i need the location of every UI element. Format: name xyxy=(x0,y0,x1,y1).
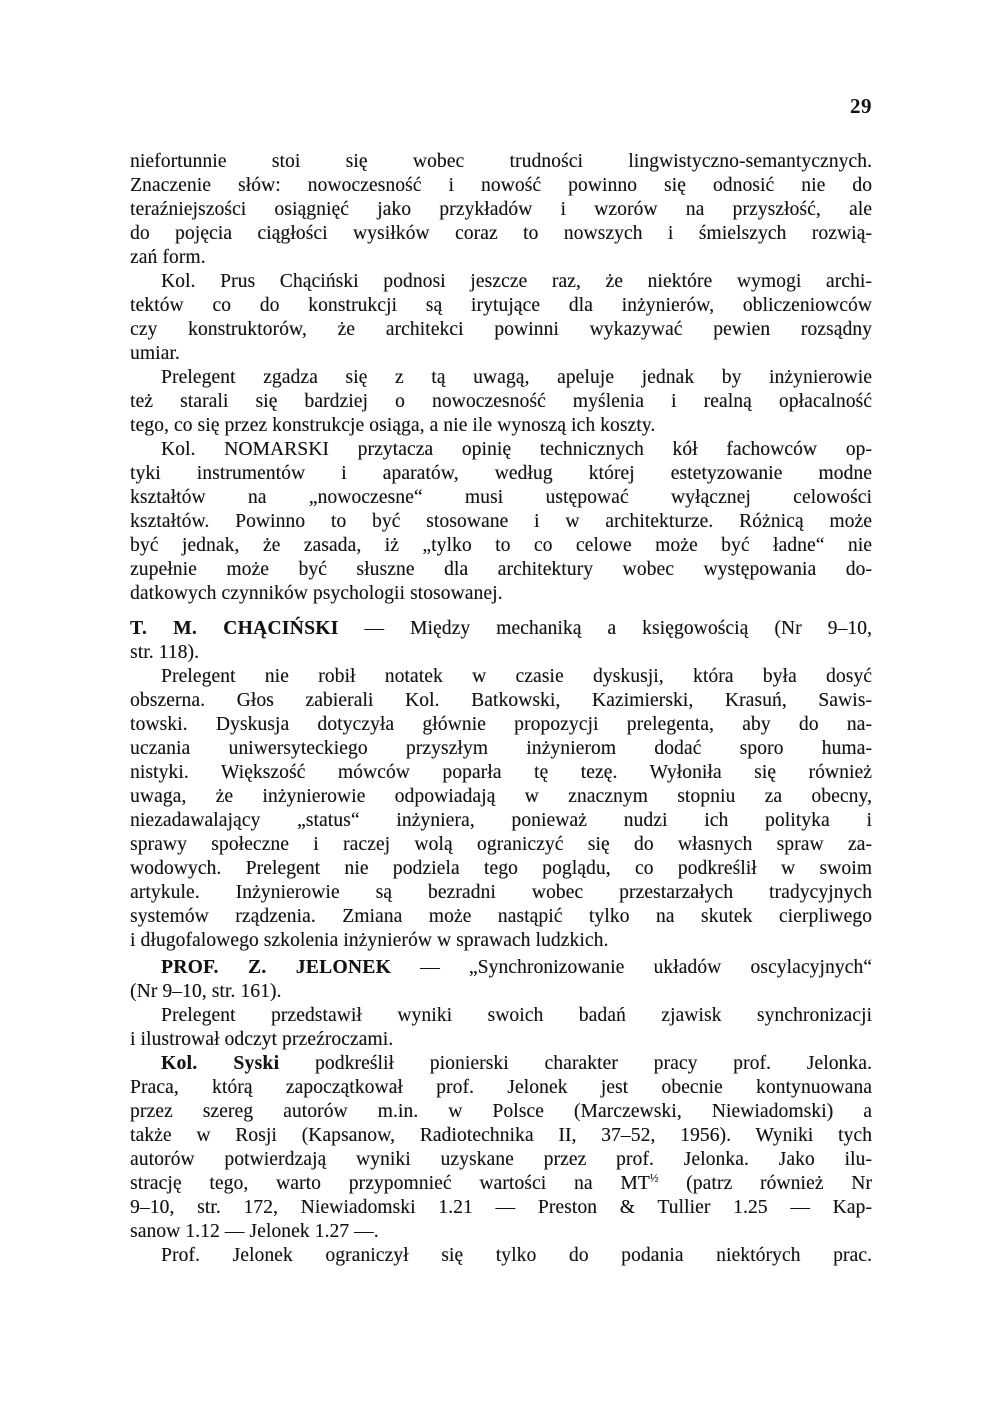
superscript: ½ xyxy=(649,1172,659,1185)
text-line xyxy=(130,1052,872,1076)
paragraph xyxy=(130,1004,872,1052)
text-segment: autorów potwierdzają wyniki uzyskane przez prof. Jelonka. Jako ilu- xyxy=(130,1149,872,1170)
text-segment: teraźniejszości osiągnięć jako przykładów i wzorów na przyszłość, ale xyxy=(130,199,872,220)
text-segment: — „Synchronizowanie układów oscylacyjnych“ xyxy=(391,957,873,978)
text-line xyxy=(130,980,872,1004)
text-segment: niezadawalający „status“ inżyniera, ponieważ nudzi ich polityka i xyxy=(130,810,872,831)
text-segment: — Między mechaniką a księgowością (Nr 9–10, xyxy=(338,618,872,639)
paragraph xyxy=(130,438,872,606)
text-segment: (Nr 9–10, str. 161). xyxy=(130,981,282,1002)
text-segment: czy konstruktorów, że architekci powinni wykazywać pewien rozsądny xyxy=(130,319,872,340)
text-segment: 9–10, str. 172, Niewiadomski 1.21 — Preston & Tullier 1.25 — Kap- xyxy=(130,1197,872,1218)
text-segment: też starali się bardziej o nowoczesność myślenia i realną opłacalność xyxy=(130,391,872,412)
text-segment: Prof. Jelonek ograniczył się tylko do podania niektórych prac. xyxy=(161,1245,872,1266)
text-line xyxy=(130,1196,872,1220)
text-segment: strację tego, warto przypomnieć wartości na MT xyxy=(130,1173,650,1194)
paragraph xyxy=(130,150,872,270)
text-segment: str. 118). xyxy=(130,642,200,663)
text-line xyxy=(130,785,872,809)
text-segment: Prelegent zgadza się z tą uwagą, apeluje jednak by inżynierowie xyxy=(161,367,872,388)
text-segment: być jednak, że zasada, iż „tylko to co celowe może być ładne“ nie xyxy=(130,535,872,556)
text-segment: i ilustrował odczyt przeźroczami. xyxy=(130,1029,394,1050)
text-line xyxy=(130,689,872,713)
text-segment: sanow 1.12 — Jelonek 1.27 —. xyxy=(130,1221,379,1242)
text-line xyxy=(130,318,872,342)
text-line xyxy=(130,534,872,558)
text-line xyxy=(130,174,872,198)
text-line xyxy=(130,761,872,785)
text-line xyxy=(130,438,872,462)
paragraph xyxy=(130,366,872,438)
text-line xyxy=(130,809,872,833)
text-line xyxy=(130,833,872,857)
text-line xyxy=(130,737,872,761)
paragraph xyxy=(130,270,872,366)
text-line xyxy=(130,905,872,929)
text-line xyxy=(130,198,872,222)
text-segment: zań form. xyxy=(130,247,206,268)
text-segment: przez szereg autorów m.in. w Polsce (Marczewski, Niewiadomski) a xyxy=(130,1101,872,1122)
text-line xyxy=(130,462,872,486)
text-line xyxy=(130,342,872,366)
paragraph xyxy=(130,1052,872,1244)
paragraph xyxy=(130,665,872,953)
text-segment: towski. Dyskusja dotyczyła głównie propozycji prelegenta, aby do na- xyxy=(130,714,872,735)
text-line xyxy=(130,1004,872,1028)
text-segment: umiar. xyxy=(130,343,180,364)
text-line xyxy=(130,1076,872,1100)
text-segment: Znaczenie słów: nowoczesność i nowość powinno się odnosić nie do xyxy=(130,175,872,196)
speaker-name: T. M. CHĄCIŃSKI xyxy=(130,618,339,639)
text-line xyxy=(130,510,872,534)
text-line xyxy=(130,881,872,905)
text-segment: datkowych czynników psychologii stosowanej. xyxy=(130,583,503,604)
text-segment: zupełnie może być słuszne dla architektury wobec występowania do- xyxy=(130,559,872,580)
text-segment: Kol. NOMARSKI przytacza opinię technicznych kół fachowców op- xyxy=(161,439,872,460)
text-segment: tyki instrumentów i aparatów, według której estetyzowanie modne xyxy=(130,463,872,484)
text-segment: (patrz również Nr xyxy=(658,1173,872,1194)
paragraph xyxy=(130,1244,872,1268)
text-line xyxy=(130,390,872,414)
text-line xyxy=(130,582,872,606)
text-line xyxy=(130,1148,872,1172)
text-line xyxy=(130,1244,872,1268)
text-segment: systemów rządzenia. Zmiana może nastąpić tylko na skutek cierpliwego xyxy=(130,906,872,927)
text-segment: Prelegent nie robił notatek w czasie dyskusji, która była dosyć xyxy=(161,666,872,687)
section-heading xyxy=(130,617,872,665)
text-line xyxy=(130,246,872,270)
speaker-name: PROF. Z. JELONEK xyxy=(161,957,392,978)
text-segment: Praca, którą zapoczątkował prof. Jelonek jest obecnie kontynuowana xyxy=(130,1077,872,1098)
text-line xyxy=(130,956,872,980)
text-line xyxy=(130,641,872,665)
text-line xyxy=(130,665,872,689)
text-segment: tego, co się przez konstrukcje osiąga, a nie ile wynoszą ich koszty. xyxy=(130,415,656,436)
text-line xyxy=(130,222,872,246)
text-line xyxy=(130,270,872,294)
page-body xyxy=(130,150,872,1268)
text-segment: nistyki. Większość mówców poparła tę tezę. Wyłoniła się również xyxy=(130,762,872,783)
speaker-name: Kol. Syski xyxy=(161,1053,280,1074)
text-segment: podkreślił pionierski charakter pracy prof. Jelonka. xyxy=(279,1053,872,1074)
text-line xyxy=(130,1172,872,1196)
text-segment: niefortunnie stoi się wobec trudności lingwistyczno-semantycznych. xyxy=(130,151,872,172)
section-heading xyxy=(130,956,872,1004)
text-line xyxy=(130,713,872,737)
text-line xyxy=(130,150,872,174)
text-line xyxy=(130,1028,872,1052)
text-segment: uczania uniwersyteckiego przyszłym inżynierom dodać sporo huma- xyxy=(130,738,872,759)
text-line xyxy=(130,366,872,390)
text-segment: kształtów. Powinno to być stosowane i w architekturze. Różnicą może xyxy=(130,511,872,532)
text-segment: sprawy społeczne i raczej wolą ograniczyć się do własnych spraw za- xyxy=(130,834,872,855)
text-segment: tektów co do konstrukcji są irytujące dla inżynierów, obliczeniowców xyxy=(130,295,872,316)
text-segment: i długofalowego szkolenia inżynierów w sprawach ludzkich. xyxy=(130,930,609,951)
text-line xyxy=(130,414,872,438)
text-segment: do pojęcia ciągłości wysiłków coraz to nowszych i śmielszych rozwią- xyxy=(130,223,872,244)
text-segment: artykule. Inżynierowie są bezradni wobec przestarzałych tradycyjnych xyxy=(130,882,872,903)
text-line xyxy=(130,1220,872,1244)
text-segment: wodowych. Prelegent nie podziela tego poglądu, co podkreślił w swoim xyxy=(130,858,872,879)
text-line xyxy=(130,294,872,318)
text-line xyxy=(130,486,872,510)
text-segment: obszerna. Głos zabierali Kol. Batkowski, Kazimierski, Krasuń, Sawis- xyxy=(130,690,872,711)
text-segment: Kol. Prus Chąciński podnosi jeszcze raz, że niektóre wymogi archi- xyxy=(161,271,872,292)
text-line xyxy=(130,857,872,881)
text-segment: uwaga, że inżynierowie odpowiadają w znacznym stopniu za obecny, xyxy=(130,786,872,807)
text-line xyxy=(130,1124,872,1148)
text-line xyxy=(130,558,872,582)
text-segment: Prelegent przedstawił wyniki swoich badań zjawisk synchronizacji xyxy=(161,1005,872,1026)
text-segment: kształtów na „nowoczesne“ musi ustępować wyłącznej celowości xyxy=(130,487,872,508)
text-line xyxy=(130,617,872,641)
text-line xyxy=(130,1100,872,1124)
text-line xyxy=(130,929,872,953)
page-number: 29 xyxy=(850,94,872,118)
text-segment: także w Rosji (Kapsanow, Radiotechnika II, 37–52, 1956). Wyniki tych xyxy=(130,1125,872,1146)
